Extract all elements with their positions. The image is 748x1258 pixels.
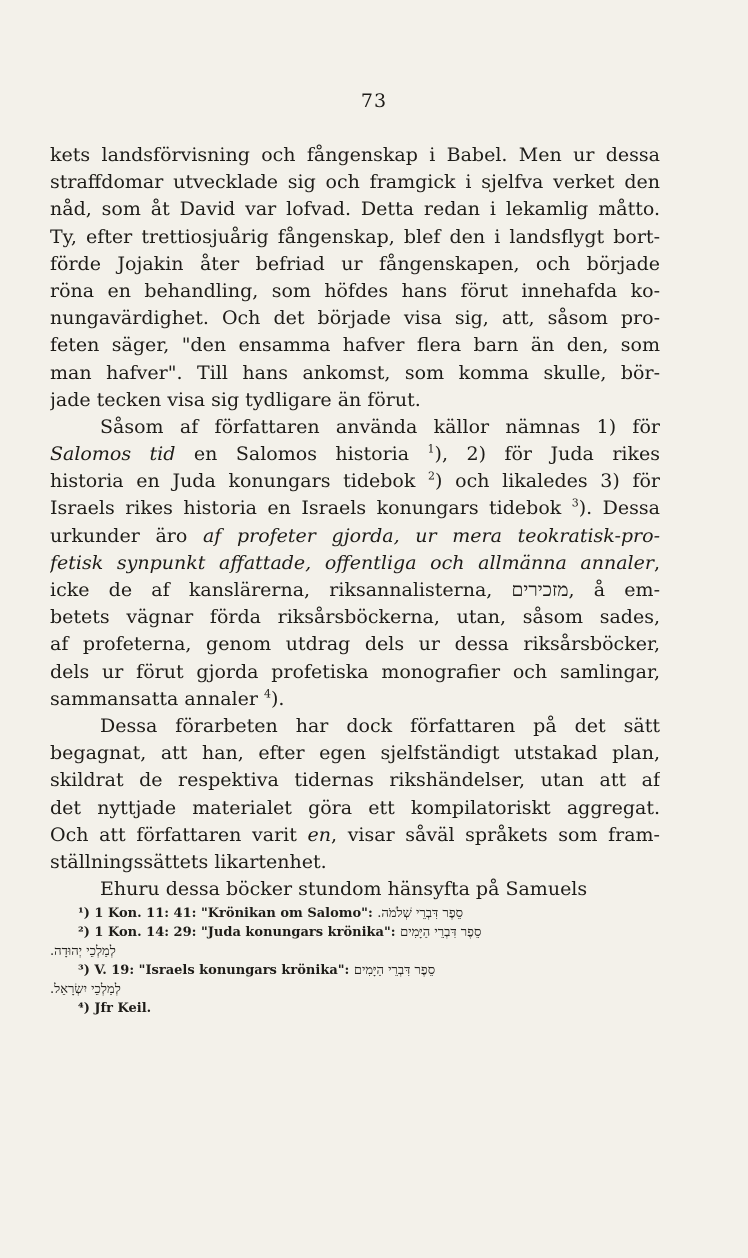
text-line: fetisk synpunkt affattade, offentliga och allmänna annaler, (50, 551, 660, 574)
text-line: kets landsförvisning och fångenskap i Babel. Men ur dessa (50, 144, 660, 166)
footnote-2-continuation (50, 942, 660, 961)
text-line: Israels rikes historia en Israels konungars tidebok $^3$). Dessa (50, 497, 660, 520)
italic-text: fetisk synpunkt affattade, offentliga och allmänna annaler (50, 551, 654, 574)
italic-text: en (307, 823, 332, 846)
text-line: nungavärdighet. Och det började visa sig, att, såsom pro- (50, 307, 660, 330)
text-line: ställningssättets likartenhet. (50, 850, 327, 873)
page-number: 73 (360, 90, 388, 112)
italic-text: Salomos tid (50, 443, 176, 466)
text-line: af profeterna, genom utdrag dels ur dessa riksårsböcker, (50, 633, 660, 656)
hebrew-text: סֵפֶר דִּבְרֵי הַיָּמִים (353, 963, 436, 978)
footnote-ref: 4 (263, 687, 271, 701)
hebrew-word: מזכירים (511, 579, 569, 601)
text-line: man hafver". Till hans ankomst, som komma skulle, bör- (50, 361, 660, 384)
footnote-ref: 3 (571, 497, 579, 511)
text-line: historia en Juda konungars tidebok $^2$) och likaledes 3) för (50, 469, 660, 493)
text-line: Salomos tid en Salomos historia $^1$), 2) för Juda rikes (50, 442, 660, 466)
footnote-ref: 2 (428, 469, 436, 483)
text-line: begagnat, att han, efter egen sjelfständigt utstakad plan, (50, 742, 660, 765)
footnote-ref: 1 (427, 442, 435, 456)
text-line: betets vägnar förda riksårsböckerna, utan, såsom sades, (50, 606, 660, 629)
footnote-4: ⁴) Jfr Keil. (78, 1001, 152, 1016)
hebrew-text: סֵפֶר דִּבְרֵי הַיָּמִים (400, 925, 482, 940)
hebrew-text: לְמַלְכֵי יְהוּדָה. (50, 944, 116, 959)
footnotes (50, 904, 660, 1018)
text-line: jade tecken visa sig tydligare än förut. (50, 388, 421, 411)
text-line: feten säger, "den ensamma hafver flera barn än den, som (50, 334, 660, 357)
italic-text: af profeter gjorda, ur mera teokratisk-pro- (202, 524, 660, 547)
text-line: urkunder äro af profeter gjorda, ur mera teokratisk-pro- (50, 524, 660, 547)
text-line: sammansatta annaler $^4$). (50, 687, 285, 710)
text-line: det nyttjade materialet göra ett kompilatoriskt aggregat. (50, 796, 660, 819)
text-line: Ty, efter trettiosjuårig fångenskap, blef den i landsflygt bort- (50, 225, 660, 248)
text-line: icke de af kanslärerna, riksannalisterna, מזכירים, å em- (50, 579, 660, 601)
hebrew-text: סֵפֶר דִּבְרֵי שְׁלֹמֹה. (377, 906, 464, 921)
text-line: förde Jojakin åter befriad ur fångenskapen, och började (50, 252, 660, 275)
text-line: Såsom af författaren använda källor nämnas 1) för (100, 415, 660, 438)
footnote-3-continuation (50, 980, 660, 999)
text-line: Dessa förarbeten har dock författaren på det sätt (100, 714, 660, 737)
text-line: dels ur förut gjorda profetiska monografier och samlingar, (50, 660, 660, 683)
text-line: Ehuru dessa böcker stundom hänsyfta på Samuels (100, 878, 588, 901)
body-text (50, 142, 660, 903)
footnote-2: ²) 1 Kon. 14: 29: "Juda konungars krönika": סֵפֶר דִּבְרֵי הַיָּמִים (78, 925, 482, 940)
text-line: skildrat de respektiva tidernas rikshändelser, utan att af (50, 769, 660, 792)
text-line: nåd, som åt David var lofvad. Detta redan i lekamlig måtto. (50, 198, 660, 221)
hebrew-text: לְמַלְכֵי יִשְׂרָאֵל. (50, 982, 121, 997)
text-line: straffdomar utvecklade sig och framgick i sjelfva verket den (50, 171, 660, 194)
text-line: Och att författaren varit en, visar såväl språkets som fram- (50, 823, 660, 846)
footnote-1: ¹) 1 Kon. 11: 41: "Krönikan om Salomo": סֵפֶר דִּבְרֵי שְׁלֹמֹה. (78, 906, 464, 921)
text-line: röna en behandling, som höfdes hans förut innehafda ko- (50, 279, 660, 302)
footnote-3: ³) V. 19: "Israels konungars krönika": סֵפֶר דִּבְרֵי הַיָּמִים (78, 963, 436, 978)
